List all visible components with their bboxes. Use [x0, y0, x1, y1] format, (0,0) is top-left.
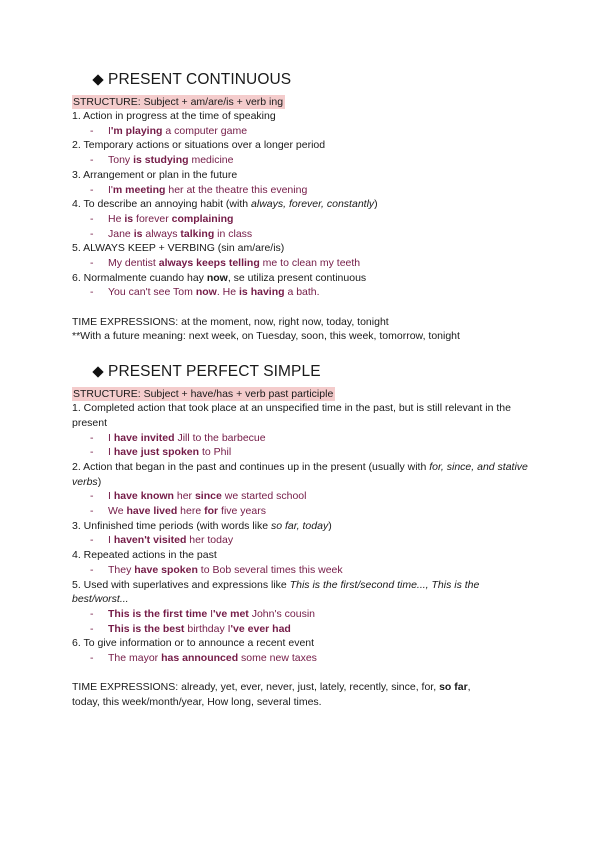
example-text: her — [173, 490, 195, 503]
example-sentence — [72, 227, 532, 242]
example-sentence — [72, 153, 532, 168]
dash-bullet: - — [90, 124, 94, 137]
usage-item — [72, 636, 532, 651]
example-sentence — [72, 563, 532, 578]
usage-text: 2. Temporary actions or situations over a longer period — [72, 139, 326, 152]
verb-highlight: complaining — [171, 212, 234, 225]
diamond-bullet-icon — [92, 366, 103, 377]
usage-item — [72, 138, 532, 153]
example-text: I — [108, 431, 114, 444]
usage-text-part: ) — [97, 475, 102, 488]
verb-highlight: since — [194, 490, 222, 503]
verb-highlight: m meeting — [112, 183, 166, 196]
example-sentence — [72, 445, 532, 460]
example-sentence — [72, 431, 532, 446]
usage-text-part: ) — [374, 198, 378, 211]
dash-bullet: - — [90, 652, 94, 665]
example-text: forever — [133, 212, 172, 225]
dash-bullet: - — [90, 563, 94, 576]
example-text: birthday I — [184, 622, 231, 635]
verb-highlight: This is the first time — [108, 607, 208, 620]
usage-text-part: 6. Normalmente cuando hay — [72, 271, 207, 284]
example-sentence — [72, 489, 532, 504]
example-sentence — [72, 285, 532, 300]
example-text: five years — [218, 505, 266, 518]
usage-text: 3. Arrangement or plan in the future — [72, 168, 238, 181]
verb-highlight: is — [133, 227, 143, 240]
verb-highlight: have just spoken — [113, 446, 200, 459]
time-expressions — [72, 695, 532, 710]
example-text: You can't see Tom — [108, 286, 196, 299]
example-text: I — [108, 446, 114, 459]
verb-highlight: always keeps telling — [158, 257, 260, 270]
example-text: medicine — [188, 154, 234, 167]
example-sentence — [72, 212, 532, 227]
diamond-bullet-icon — [92, 74, 103, 85]
time-expressions-text: today, this week/month/year, How long, several times. — [72, 696, 322, 709]
usage-text-part: 5. Used with superlatives and expressions like — [72, 578, 290, 591]
usage-item — [72, 241, 532, 256]
dash-bullet: - — [90, 286, 94, 299]
verb-highlight: have invited — [113, 431, 175, 444]
example-text: a computer game — [162, 124, 248, 137]
usage-item — [72, 548, 532, 563]
document-page — [72, 70, 532, 710]
example-text: My dentist — [108, 257, 159, 270]
dash-bullet: - — [90, 622, 94, 635]
example-text: I — [207, 607, 214, 620]
structure-row — [72, 386, 532, 401]
structure-highlight: STRUCTURE: Subject + have/has + verb past participle — [73, 388, 334, 401]
example-text: we started school — [221, 490, 307, 503]
verb-highlight: is having — [239, 286, 285, 299]
example-text: They — [108, 563, 135, 576]
dash-bullet: - — [90, 431, 94, 444]
time-expressions-text: **With a future meaning: next week, on Tuesday, soon, this week, tomorrow, tonight — [72, 330, 460, 343]
example-text: her at the theatre this evening — [165, 183, 308, 196]
example-text: Tony — [108, 154, 134, 167]
section-title — [92, 70, 532, 90]
dash-bullet: - — [90, 227, 94, 240]
example-text: Jill to the barbecue — [174, 431, 266, 444]
verb-highlight: This is the best — [108, 622, 185, 635]
spacer — [72, 300, 532, 315]
verb-highlight: talking — [180, 227, 215, 240]
structure-highlight: STRUCTURE: Subject + am/are/is + verb ing — [73, 96, 284, 108]
example-text: He — [108, 212, 125, 225]
section-spacer — [72, 344, 532, 362]
example-text: always — [142, 227, 181, 240]
structure-row — [72, 94, 532, 109]
time-expressions — [72, 329, 532, 344]
example-text: a bath. — [284, 286, 320, 299]
dash-bullet: - — [90, 154, 94, 167]
dash-bullet: - — [90, 257, 94, 270]
time-expressions-text: , — [467, 681, 471, 694]
time-expressions-text: TIME EXPRESSIONS: already, yet, ever, never, just, lately, recently, since, for, — [72, 681, 440, 694]
usage-text-part: now — [206, 271, 228, 284]
time-expressions — [72, 680, 532, 695]
example-text: Jane — [108, 227, 134, 240]
usage-text: 1. Action in progress at the time of speaking — [72, 110, 276, 122]
example-sentence — [72, 622, 532, 637]
usage-text-part: always, forever, constantly — [251, 198, 375, 211]
example-text: in class — [214, 227, 253, 240]
verb-highlight: is — [124, 212, 134, 225]
usage-text-part: so far, today — [271, 519, 329, 532]
example-text: I — [108, 534, 114, 547]
usage-item — [72, 168, 532, 183]
verb-highlight: haven't visited — [113, 534, 187, 547]
time-expressions-text: so far — [439, 681, 468, 694]
example-sentence — [72, 651, 532, 666]
example-sentence — [72, 183, 532, 198]
verb-highlight: have spoken — [134, 563, 198, 576]
usage-text: 1. Completed action that took place at an unspecified time in the past, but is still relevant in the present — [72, 402, 511, 429]
example-text: me to clean my teeth — [259, 257, 361, 270]
example-text: I' — [108, 183, 113, 196]
example-sentence — [72, 533, 532, 548]
example-sentence — [72, 256, 532, 271]
example-text: to Phil — [199, 446, 232, 459]
time-expressions-text: TIME EXPRESSIONS: at the moment, now, right now, today, tonight — [72, 315, 389, 328]
verb-highlight: for — [204, 505, 219, 518]
usage-item — [72, 460, 532, 489]
usage-text-part: 3. Unfinished time periods (with words like — [72, 519, 271, 532]
dash-bullet: - — [90, 534, 94, 547]
usage-text: 6. To give information or to announce a recent event — [72, 637, 315, 650]
dash-bullet: - — [90, 607, 94, 620]
example-sentence — [72, 607, 532, 622]
usage-text-part: for, since, and stative verbs — [72, 460, 528, 488]
section-title — [92, 362, 532, 382]
usage-text: 5. ALWAYS KEEP + VERBING (sin am/are/is) — [72, 242, 285, 255]
dash-bullet: - — [90, 212, 94, 225]
verb-highlight: has announced — [161, 652, 239, 665]
spacer — [72, 666, 532, 681]
usage-text-part: This is the first/second time..., This is the best/worst... — [72, 578, 480, 606]
verb-highlight: have known — [113, 490, 174, 503]
dash-bullet: - — [90, 490, 94, 503]
time-expressions — [72, 315, 532, 330]
usage-text-part: 4. To describe an annoying habit (with — [72, 198, 252, 211]
example-text: The mayor — [108, 652, 162, 665]
usage-item — [72, 271, 532, 286]
usage-text: 4. Repeated actions in the past — [72, 549, 217, 562]
example-text: We — [108, 505, 127, 518]
usage-text-part: ) — [328, 519, 332, 532]
example-text: I — [108, 124, 111, 137]
dash-bullet: - — [90, 446, 94, 459]
example-text: here — [177, 505, 205, 518]
usage-text-part: 2. Action that began in the past and continues up in the present (usually with — [72, 460, 430, 473]
example-text: I — [108, 490, 114, 503]
example-text: . He — [216, 286, 240, 299]
dash-bullet: - — [90, 505, 94, 518]
verb-highlight: 'm playing — [110, 124, 163, 137]
verb-highlight: 've ever had — [230, 622, 291, 635]
usage-item — [72, 197, 532, 212]
dash-bullet: - — [90, 183, 94, 196]
example-text: to Bob several times this week — [197, 563, 343, 576]
verb-highlight: is studying — [133, 154, 189, 167]
example-text: some new taxes — [238, 652, 317, 665]
usage-item — [72, 401, 532, 430]
usage-item — [72, 578, 532, 607]
usage-text-part: , se utiliza present continuous — [227, 271, 367, 284]
example-text: her today — [186, 534, 234, 547]
section-title-text: PRESENT CONTINUOUS — [108, 71, 292, 88]
example-sentence — [72, 124, 532, 139]
usage-item — [72, 109, 532, 124]
section-title-text: PRESENT PERFECT SIMPLE — [108, 363, 321, 381]
verb-highlight: now — [195, 286, 217, 299]
verb-highlight: 've met — [213, 607, 249, 620]
example-text: John's cousin — [248, 607, 316, 620]
example-sentence — [72, 504, 532, 519]
verb-highlight: have lived — [126, 505, 178, 518]
usage-item — [72, 519, 532, 534]
